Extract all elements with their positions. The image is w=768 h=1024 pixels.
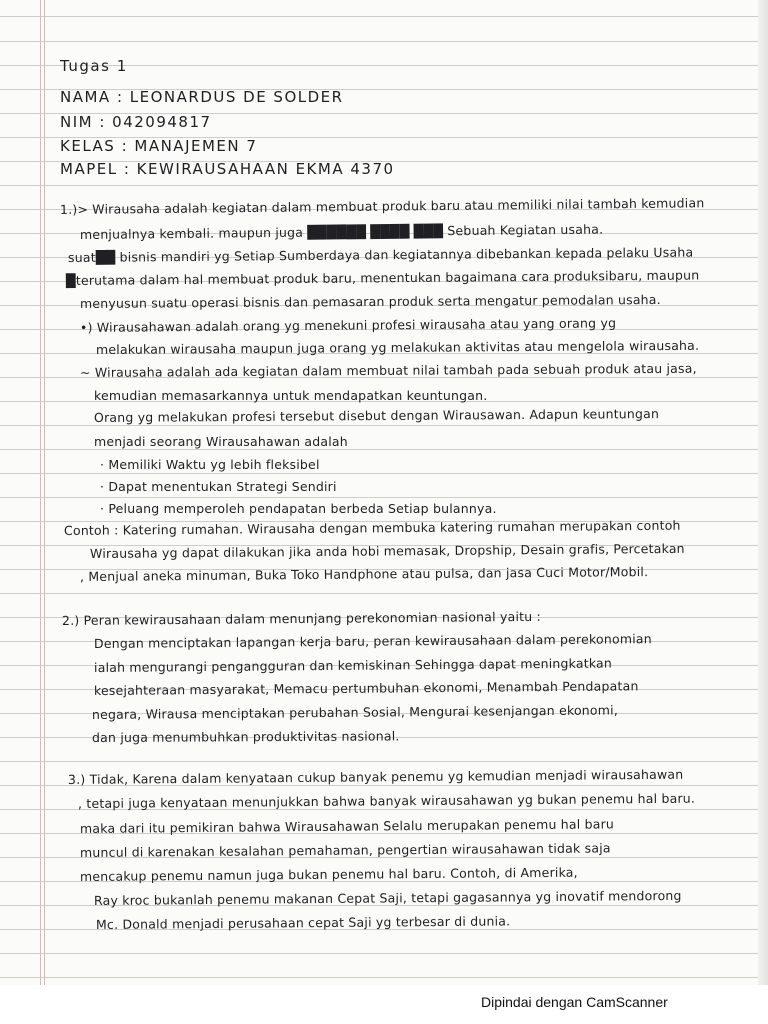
answer-line: menjualnya kembali. maupun juga ██████ ████ ███ Sebuah Kegiatan usaha. xyxy=(79,221,604,242)
answer-line: Ray kroc bukanlah penemu makanan Cepat Saji, tetapi gagasannya yg inovatif mendorong xyxy=(93,887,682,908)
class-line: KELAS : MANAJEMEN 7 xyxy=(60,137,258,155)
answer-line: negara, Wirausa menciptakan perubahan Sosial, Mengurai kesenjangan ekonomi, xyxy=(91,702,619,722)
answer-line: ialah mengurangi pengangguran dan kemiskinan Sehingga dapat meningkatkan xyxy=(93,655,613,675)
page-edge xyxy=(758,0,768,985)
answer-line: , tetapi juga kenyataan menunjukkan bahwa banyak wirausahawan yg bukan penemu hal baru. xyxy=(77,790,696,811)
answer-line: melakukan wirausaha maupun juga orang yg melakukan aktivitas atau mengelola wirausaha. xyxy=(95,337,700,357)
answer-line: menjadi seorang Wirausahawan adalah xyxy=(94,434,348,449)
assignment-title: Tugas 1 xyxy=(60,57,128,75)
bullet-item: · Memiliki Waktu yg lebih fleksibel xyxy=(100,457,320,472)
answer-line: kemudian memasarkannya untuk mendapatkan keuntungan. xyxy=(94,388,488,403)
scanner-watermark: Dipindai dengan CamScanner xyxy=(481,994,668,1010)
answer-line: , Menjual aneka minuman, Buka Toko Handphone atau pulsa, dan jasa Cuci Motor/Mobil. xyxy=(79,564,649,584)
bullet-item: · Dapat menentukan Strategi Sendiri xyxy=(100,479,337,494)
answer-line: Contoh : Katering rumahan. Wirausaha dengan membuka katering rumahan merupakan contoh xyxy=(63,517,681,538)
answer-line: maka dari itu pemikiran bahwa Wirausahawan Selalu merupakan penemu hal baru xyxy=(79,816,615,836)
answer-line: mencakup penemu namun juga bukan penemu hal baru. Contoh, di Amerika, xyxy=(79,864,578,884)
answer-line: Dengan menciptakan lapangan kerja baru, peran kewirausahaan dalam perekonomian xyxy=(93,631,652,651)
answer-line: suat██ bisnis mandiri yg Setiap Sumberdaya dan kegiatannya dibebankan kepada pelaku Usaha xyxy=(67,244,694,265)
answer-line: dan juga menumbuhkan produktivitas nasional. xyxy=(91,728,400,745)
nim-line: NIM : 042094817 xyxy=(60,113,212,131)
margin-line xyxy=(44,0,45,985)
answer-line: 3.) Tidak, Karena dalam kenyataan cukup banyak penemu yg kemudian menjadi wirausahawan xyxy=(67,766,684,787)
answer-line: •) Wirausahawan adalah orang yg menekuni profesi wirausaha atau yang orang yg xyxy=(79,315,617,335)
answer-line: Wirausaha yg dapat dilakukan jika anda hobi memasak, Dropship, Desain grafis, Percetakan xyxy=(89,540,685,561)
answer-line: Mc. Donald menjadi perusahaan cepat Saji yg terbesar di dunia. xyxy=(95,913,511,932)
answer-line: kesejahteraan masyarakat, Memacu pertumbuhan ekonomi, Menambah Pendapatan xyxy=(93,678,639,698)
answer-line: menyusun suatu operasi bisnis dan pemasaran produk serta mengatur pemodalan usaha. xyxy=(79,291,661,311)
answer-line: █terutama dalam hal membuat produk baru, menentukan bagaimana cara produksibaru, maupun xyxy=(65,267,700,288)
answer-line: muncul di karenakan kesalahan pemahaman, pengertian wirausahawan tidak saja xyxy=(79,840,611,860)
subject-line: MAPEL : KEWIRAUSAHAAN EKMA 4370 xyxy=(60,160,395,178)
answer-line: 2.) Peran kewirausahaan dalam menunjang perekonomian nasional yaitu : xyxy=(61,608,541,628)
bullet-item: · Peluang memperoleh pendapatan berbeda Setiap bulannya. xyxy=(100,501,497,516)
answer-line: ~ Wirausaha adalah ada kegiatan dalam membuat nilai tambah pada sebuah produk atau jasa, xyxy=(79,360,697,380)
answer-line: 1.)> Wirausaha adalah kegiatan dalam membuat produk baru atau memiliki nilai tambah kemudian xyxy=(59,195,705,217)
margin-line xyxy=(40,0,41,985)
answer-line: Orang yg melakukan profesi tersebut disebut dengan Wirausawan. Adapun keuntungan xyxy=(93,406,660,425)
name-line: NAMA : LEONARDUS DE SOLDER xyxy=(60,88,344,106)
